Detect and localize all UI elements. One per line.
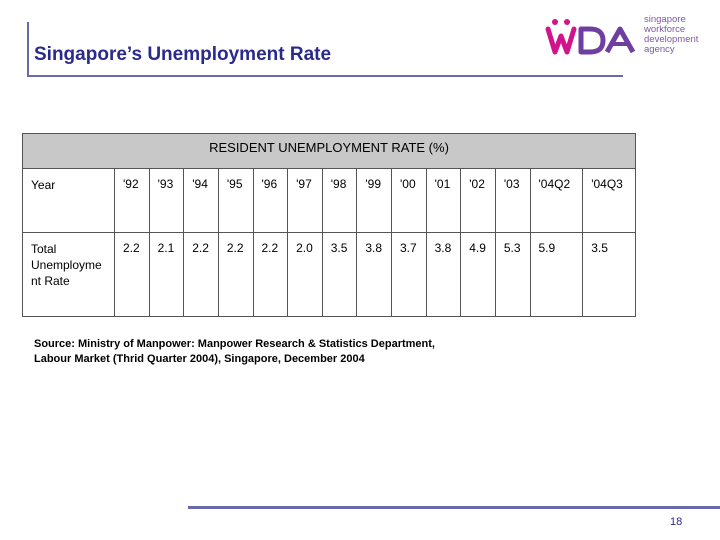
table-row-year (23, 169, 636, 233)
table-cell: '00 (392, 169, 427, 233)
table-cell: '01 (426, 169, 461, 233)
table-cell: '04Q2 (530, 169, 583, 233)
logo-line: agency (644, 44, 675, 55)
logo-wordmark (644, 15, 698, 55)
page-number: 18 (670, 516, 683, 528)
row-label: Total Unemployme nt Rate (23, 233, 115, 317)
source-note (34, 337, 435, 367)
table-cell: 3.5 (583, 233, 636, 317)
table-cell: 2.0 (288, 233, 323, 317)
table-cell: '02 (461, 169, 496, 233)
table-cell: '03 (495, 169, 530, 233)
footer-rule (188, 506, 720, 509)
unemployment-table (22, 168, 636, 317)
logo-d-shape (581, 29, 603, 52)
table-header: RESIDENT UNEMPLOYMENT RATE (%) (22, 133, 636, 169)
title-underline (27, 75, 623, 77)
table-cell: '93 (149, 169, 184, 233)
table-cell: '97 (288, 169, 323, 233)
table-cell: '99 (357, 169, 392, 233)
table-cell: 3.7 (392, 233, 427, 317)
table-cell: 5.9 (530, 233, 583, 317)
table-cell: 2.2 (184, 233, 219, 317)
table-cell: 3.8 (357, 233, 392, 317)
logo-a-shape (607, 29, 633, 52)
logo-dot-2 (564, 19, 570, 25)
table-cell: 2.2 (115, 233, 150, 317)
table-cell: '95 (218, 169, 253, 233)
table-cell: '98 (322, 169, 357, 233)
title-accent-line (27, 22, 29, 77)
row-label: Year (23, 169, 115, 233)
table-cell: 2.2 (218, 233, 253, 317)
table-row-rate (23, 233, 636, 317)
logo-line: workforce (644, 24, 686, 35)
table-cell: '04Q3 (583, 169, 636, 233)
logo-line: singapore (644, 14, 686, 25)
logo-line: development (644, 34, 699, 45)
table-cell: 2.2 (253, 233, 288, 317)
table-cell: 5.3 (495, 233, 530, 317)
table-cell: '94 (184, 169, 219, 233)
table-cell: 4.9 (461, 233, 496, 317)
table-cell: '92 (115, 169, 150, 233)
logo-dot-1 (552, 19, 558, 25)
page-title: Singapore’s Unemployment Rate (34, 44, 332, 65)
table-cell: 3.8 (426, 233, 461, 317)
logo-w-shape (548, 29, 574, 52)
table-cell: '96 (253, 169, 288, 233)
source-line: Source: Ministry of Manpower: Manpower Research & Statistics Department, (34, 338, 435, 350)
table-cell: 2.1 (149, 233, 184, 317)
table-cell: 3.5 (322, 233, 357, 317)
wda-logo-mark (548, 19, 633, 52)
source-line: Labour Market (Thrid Quarter 2004), Singapore, December 2004 (34, 353, 365, 365)
